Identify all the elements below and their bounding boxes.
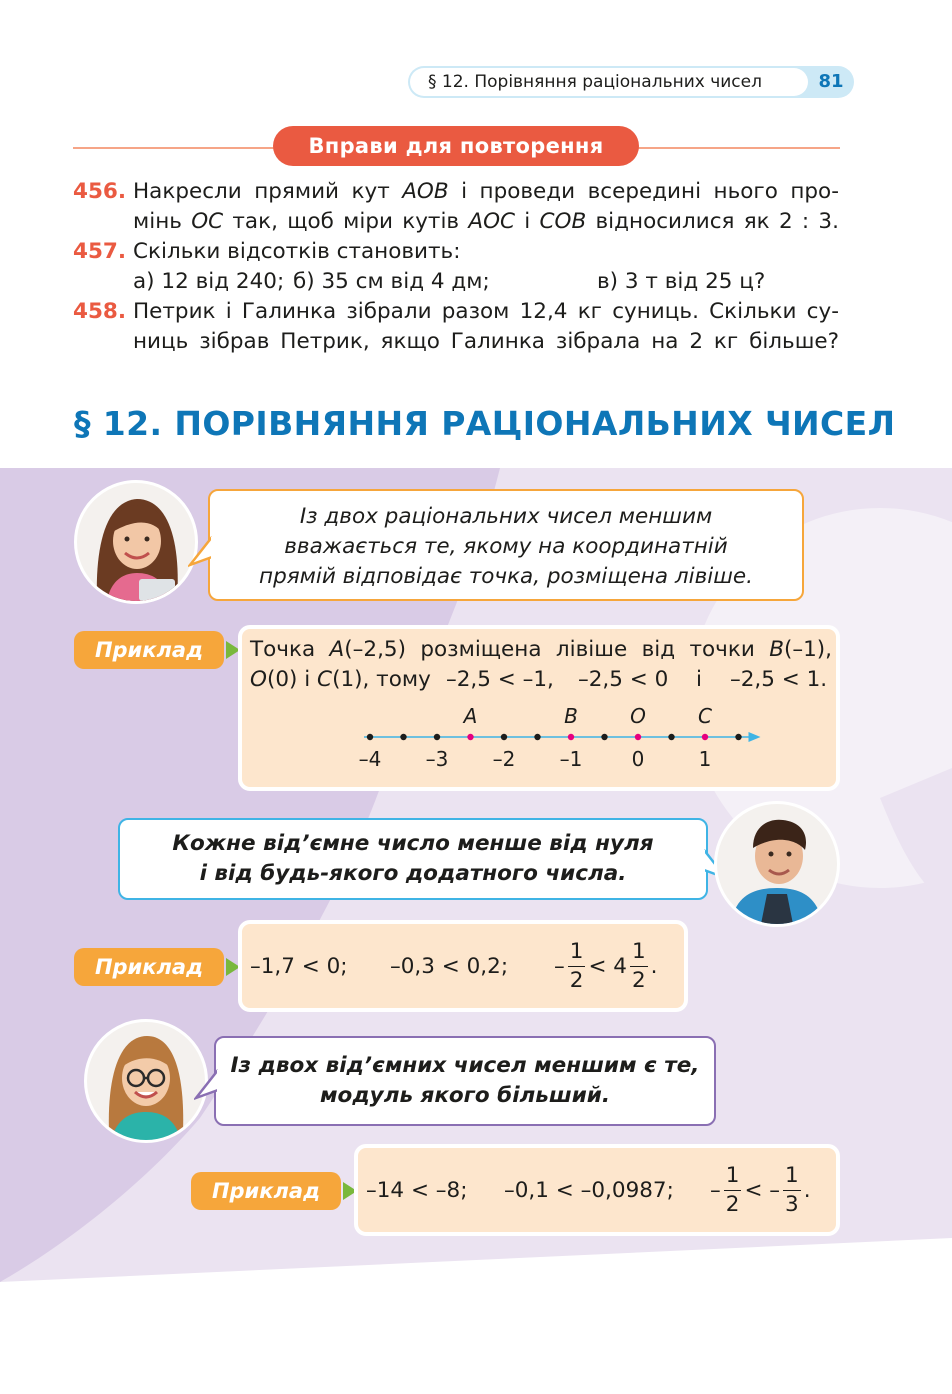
axis-arrow-icon [749, 732, 761, 742]
bubble-tail-icon [194, 1068, 220, 1102]
option-c: в) 3 т від 25 ц? [597, 269, 766, 294]
rule1-bubble: Із двох раціональних чисел меншим вважається те, якому на координатній прямій відповідає точка, розміщена лівіше. [208, 489, 804, 601]
example2-card [238, 920, 688, 1012]
exercise-457-options [133, 267, 765, 297]
axis-tick [400, 734, 406, 740]
bubble-tail-icon [188, 535, 214, 569]
axis-tick [668, 734, 674, 740]
header-pill [408, 66, 854, 98]
exercise-456-line1: Накресли прямий кут AOB і проведи всередині нього про- [133, 179, 839, 204]
tick-label: –4 [358, 747, 382, 771]
girl-avatar [74, 480, 198, 604]
exercise-458-line2: ниць зібрав Петрик, якщо Галинка зібрала на 2 кг більше? [133, 329, 840, 354]
boy-avatar [714, 801, 840, 927]
axis-tick [601, 734, 607, 740]
tick-label: 0 [631, 747, 645, 771]
example2-content: –1,7 < 0; –0,3 < 0,2; – $\frac{1}{2}$ < 4 $\frac{1}{2}$ . [250, 938, 658, 993]
axis-tick [434, 734, 440, 740]
exercise-458-number: 458. [73, 299, 127, 324]
girl-portrait-icon [77, 483, 195, 601]
point-label: O [630, 704, 646, 728]
header-section-title: § 12. Порівняння раціональних чисел [410, 68, 808, 96]
point-label: B [564, 704, 578, 728]
point-marker [702, 734, 708, 740]
tick-label: –3 [425, 747, 449, 771]
fraction: $\frac{1}{2}$ [631, 938, 646, 993]
number-line [242, 697, 836, 787]
fraction: $\frac{1}{2}$ [569, 938, 584, 993]
exercise-457: 457. Скільки відсотків становить: [73, 239, 461, 264]
option-b: б) 35 см від 4 дм; [293, 269, 490, 294]
option-a: а) 12 від 240; [133, 269, 285, 294]
tick-label: –1 [559, 747, 583, 771]
example1-line2: O(0) і C(1), тому –2,5 < –1, –2,5 < 0 і –2,5 < 1. [250, 667, 828, 692]
exercise-458-line1: Петрик і Галинка зібрали разом 12,4 кг суниць. Скільки су- [133, 299, 839, 324]
boy-portrait-icon [717, 804, 837, 924]
tick-label: –2 [492, 747, 516, 771]
axis-tick [501, 734, 507, 740]
example3-card [354, 1144, 840, 1236]
fraction: $\frac{1}{2}$ [725, 1162, 740, 1217]
page-number: 81 [818, 71, 844, 92]
axis-tick [735, 734, 741, 740]
example1-card [238, 625, 840, 791]
girl-glasses-portrait-icon [87, 1022, 205, 1140]
axis-tick [367, 734, 373, 740]
section-title: § 12. ПОРІВНЯННЯ РАЦІОНАЛЬНИХ ЧИСЕЛ [74, 404, 896, 443]
point-marker [467, 734, 473, 740]
point-marker [568, 734, 574, 740]
exercises-heading: Вправи для повторення [273, 126, 639, 166]
point-label: A [463, 704, 478, 728]
example1-label: Приклад [74, 631, 224, 669]
tick-label: 1 [698, 747, 712, 771]
fraction: $\frac{1}{3}$ [785, 1162, 799, 1217]
point-label: C [698, 704, 712, 728]
exercise-456-number: 456. [73, 179, 127, 204]
example3-label: Приклад [191, 1172, 341, 1210]
example2-label: Приклад [74, 948, 224, 986]
exercise-456-line2: мінь OC так, щоб міри кутів AOC і COB відносилися як 2 : 3. [133, 209, 839, 234]
point-marker [635, 734, 641, 740]
girl-glasses-avatar [84, 1019, 208, 1143]
rule3-bubble: Із двох від’ємних чисел меншим є те, модуль якого більший. [214, 1036, 716, 1126]
rule2-bubble: Кожне від’ємне число менше від нуля і від будь-якого додатного числа. [118, 818, 708, 900]
example3-content: –14 < –8; –0,1 < –0,0987; – $\frac{1}{2}$ < – $\frac{1}{3}$ . [366, 1162, 811, 1217]
axis-tick [534, 734, 540, 740]
example1-line1: Точка A(–2,5) розміщена лівіше від точки B(–1), [250, 637, 832, 662]
